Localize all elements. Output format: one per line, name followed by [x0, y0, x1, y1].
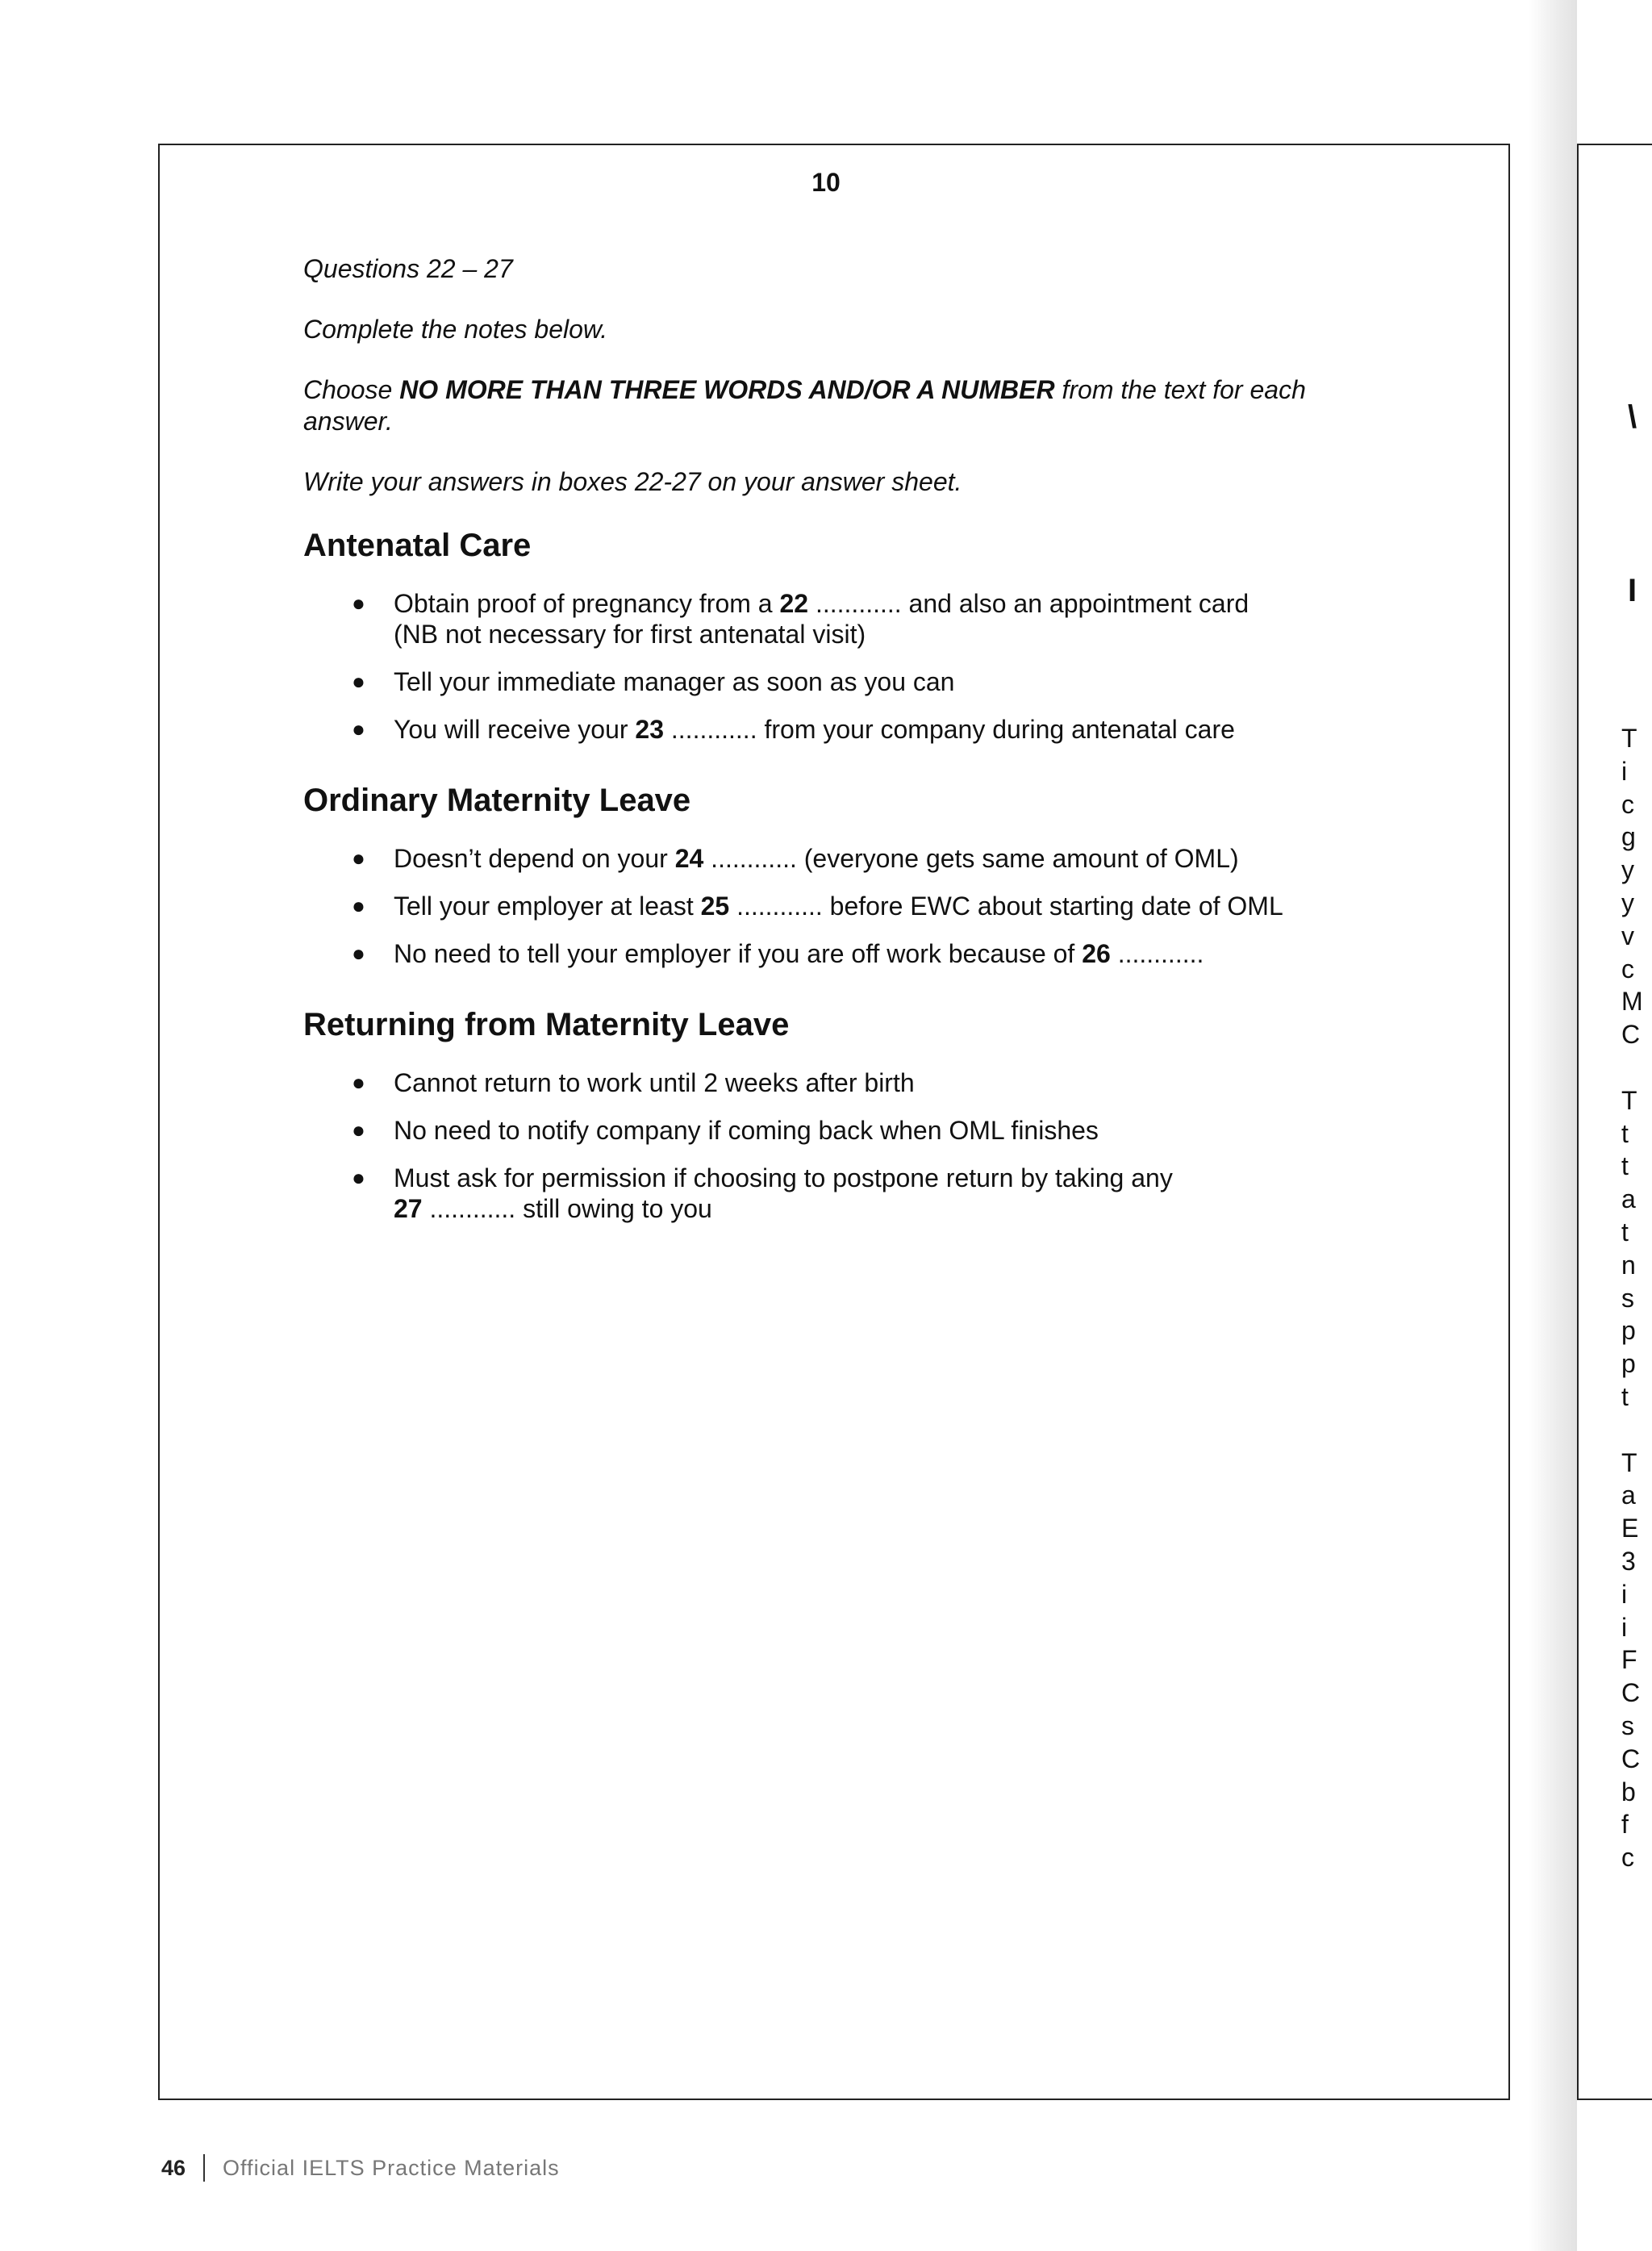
- note-text: Cannot return to work until 2 weeks after birth: [394, 1068, 915, 1097]
- list-item: [303, 1115, 1384, 1146]
- footer-divider: [203, 2154, 205, 2182]
- note-text-post: ............ (everyone gets same amount of OML): [703, 844, 1239, 873]
- note-text-post: ............ and also an appointment card: [808, 589, 1249, 618]
- instruction-choose-pre: Choose: [303, 375, 400, 404]
- list-item: [303, 843, 1384, 874]
- note-text: No need to notify company if coming back when OML finishes: [394, 1116, 1099, 1145]
- question-number: 22: [779, 589, 809, 618]
- question-number: 24: [674, 844, 704, 873]
- next-page-edge-mark: I: [1628, 573, 1637, 608]
- section-heading-ordinary-maternity-leave: Ordinary Maternity Leave: [303, 783, 691, 818]
- note-text: Tell your immediate manager as soon as you can: [394, 667, 955, 696]
- question-number: 26: [1082, 939, 1111, 968]
- note-text: Must ask for permission if choosing to postpone return by taking any: [394, 1163, 1173, 1192]
- question-content: [303, 253, 1384, 1241]
- bullet-icon: ●: [352, 591, 365, 616]
- footer-page-number: 46: [161, 2155, 186, 2180]
- returning-from-maternity-leave-notes: [303, 1067, 1384, 1224]
- list-item: [303, 588, 1384, 649]
- ordinary-maternity-leave-notes: [303, 843, 1384, 969]
- note-text-post: ............ still owing to you: [422, 1194, 712, 1223]
- bullet-icon: ●: [352, 1070, 365, 1095]
- list-item: [303, 891, 1384, 921]
- bullet-icon: ●: [352, 669, 365, 694]
- instruction-write: Write your answers in boxes 22-27 on your answer sheet.: [303, 467, 962, 496]
- bullet-icon: ●: [352, 1117, 365, 1142]
- list-item: [303, 1067, 1384, 1098]
- instruction-complete: Complete the notes below.: [303, 315, 608, 344]
- note-text-post: ............ before EWC about starting date of OML: [729, 892, 1283, 921]
- list-item: [303, 666, 1384, 697]
- note-text-post: ............ from your company during antenatal care: [664, 715, 1235, 744]
- bullet-icon: ●: [352, 893, 365, 918]
- question-number: 25: [700, 892, 730, 921]
- instruction-choose-post: from the text for each answer.: [303, 375, 1306, 436]
- list-item: [303, 938, 1384, 969]
- page-number: 10: [811, 168, 841, 197]
- question-number: 23: [635, 715, 664, 744]
- note-text: No need to tell your employer if you are off work because of: [394, 939, 1083, 968]
- section-heading-returning-from-maternity-leave: Returning from Maternity Leave: [303, 1007, 790, 1042]
- word-limit: NO MORE THAN THREE WORDS AND/OR A NUMBER: [399, 375, 1055, 404]
- note-text-post: ............: [1110, 939, 1204, 968]
- list-item: [303, 714, 1384, 745]
- book-spine-shadow: [1529, 0, 1577, 2251]
- list-item: [303, 1163, 1384, 1224]
- page-footer: [161, 2154, 560, 2182]
- bullet-icon: ●: [352, 846, 365, 871]
- bullet-icon: ●: [352, 716, 365, 741]
- question-number: 27: [394, 1194, 423, 1223]
- antenatal-care-notes: [303, 588, 1384, 745]
- footer-title: Official IELTS Practice Materials: [223, 2155, 560, 2180]
- bullet-icon: ●: [352, 1165, 365, 1190]
- note-text: You will receive your: [394, 715, 636, 744]
- note-text: Tell your employer at least: [394, 892, 701, 921]
- next-page-cut-off-text: T i c g y y v c M C T t t a t n s p p t T a E 3 i i F C s C b f c: [1621, 724, 1643, 1873]
- next-page-edge-mark: \: [1628, 399, 1637, 435]
- bullet-icon: ●: [352, 941, 365, 966]
- instruction-choose: [303, 374, 1384, 437]
- note-text-line2: (NB not necessary for first antenatal visit): [394, 620, 866, 649]
- note-text: Obtain proof of pregnancy from a: [394, 589, 780, 618]
- questions-range: Questions 22 – 27: [303, 254, 513, 283]
- section-heading-antenatal-care: Antenatal Care: [303, 528, 532, 563]
- note-text: Doesn’t depend on your: [394, 844, 675, 873]
